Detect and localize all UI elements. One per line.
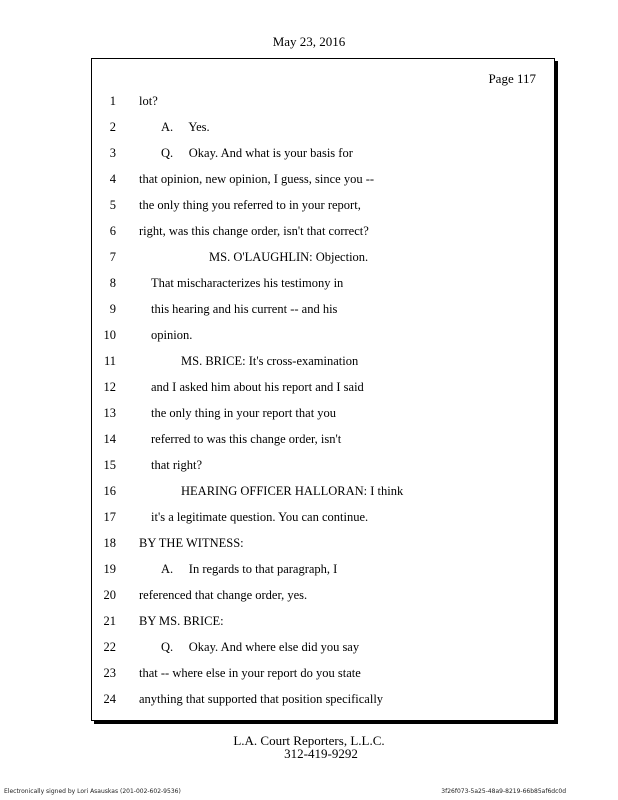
transcript-line	[92, 88, 552, 114]
line-text: it's a legitimate question. You can continue.	[151, 510, 369, 524]
transcript-line	[92, 192, 552, 218]
line-text: A. Yes.	[161, 120, 210, 134]
line-text: that -- where else in your report do you state	[139, 666, 361, 680]
transcript-line	[92, 140, 552, 166]
transcript-page	[91, 58, 555, 721]
line-number: 24	[103, 692, 116, 706]
electronic-signature: Electronically signed by Lori Asauskas (201-002-602-9536)	[4, 788, 181, 795]
line-text: right, was this change order, isn't that correct?	[139, 224, 369, 238]
line-number: 22	[103, 640, 116, 654]
line-number: 19	[103, 562, 116, 576]
line-number: 10	[103, 328, 116, 342]
line-text: Q. Okay. And what is your basis for	[161, 146, 353, 160]
transcript-line	[92, 426, 552, 452]
line-number: 1	[109, 94, 116, 108]
line-number: 2	[109, 120, 116, 134]
line-text: That mischaracterizes his testimony in	[151, 276, 344, 290]
line-text: that opinion, new opinion, I guess, since you --	[139, 172, 375, 186]
line-text: and I asked him about his report and I said	[151, 380, 364, 394]
line-number: 5	[109, 198, 116, 212]
transcript-line	[92, 478, 552, 504]
transcript-line	[92, 166, 552, 192]
transcript-line	[92, 400, 552, 426]
transcript-line	[92, 270, 552, 296]
line-number: 20	[103, 588, 116, 602]
line-number: 16	[103, 484, 116, 498]
line-text: this hearing and his current -- and his	[151, 302, 338, 316]
transcript-line	[92, 218, 552, 244]
line-number: 9	[109, 302, 116, 316]
line-number: 23	[103, 666, 116, 680]
line-text: the only thing in your report that you	[151, 406, 337, 420]
transcript-line	[92, 296, 552, 322]
line-number: 6	[109, 224, 116, 238]
transcript-line	[92, 504, 552, 530]
transcript-date: May 23, 2016	[272, 34, 346, 49]
line-text: referred to was this change order, isn't	[151, 432, 342, 446]
line-text: the only thing you referred to in your report,	[139, 198, 361, 212]
line-number: 8	[109, 276, 116, 290]
line-text: HEARING OFFICER HALLORAN: I think	[181, 484, 404, 498]
reporter-company: L.A. Court Reporters, L.L.C.	[233, 733, 385, 748]
line-number: 12	[103, 380, 116, 394]
line-text: lot?	[139, 94, 158, 108]
line-number: 15	[103, 458, 116, 472]
line-number: 3	[109, 146, 116, 160]
transcript-line	[92, 634, 552, 660]
transcript-line	[92, 114, 552, 140]
transcript-line	[92, 452, 552, 478]
line-number: 4	[109, 172, 116, 186]
line-number: 14	[103, 432, 116, 446]
line-number: 7	[109, 250, 116, 264]
document-hash: 3f26f073-5a25-48a9-8219-66b85af6dc0d	[441, 788, 566, 795]
transcript-line	[92, 244, 552, 270]
transcript-line	[92, 530, 552, 556]
transcript-line	[92, 374, 552, 400]
line-text: MS. BRICE: It's cross-examination	[181, 354, 359, 368]
line-number: 18	[103, 536, 116, 550]
line-text: Q. Okay. And where else did you say	[161, 640, 360, 654]
line-text: that right?	[151, 458, 203, 472]
line-number: 13	[103, 406, 116, 420]
transcript-line	[92, 660, 552, 686]
transcript-line	[92, 322, 552, 348]
reporter-phone: 312-419-9292	[284, 746, 358, 761]
line-text: anything that supported that position specifically	[139, 692, 384, 706]
line-number: 11	[103, 354, 116, 368]
line-text: opinion.	[151, 328, 193, 342]
page-number: Page 117	[488, 71, 536, 86]
line-text: A. In regards to that paragraph, I	[161, 562, 338, 576]
line-number: 21	[103, 614, 116, 628]
transcript-line	[92, 582, 552, 608]
line-text: BY THE WITNESS:	[139, 536, 244, 550]
line-text: referenced that change order, yes.	[139, 588, 308, 602]
transcript-line	[92, 556, 552, 582]
line-text: BY MS. BRICE:	[139, 614, 224, 628]
line-number: 17	[103, 510, 116, 524]
transcript-line	[92, 686, 552, 712]
line-text: MS. O'LAUGHLIN: Objection.	[209, 250, 369, 264]
transcript-line	[92, 608, 552, 634]
transcript-line	[92, 348, 552, 374]
